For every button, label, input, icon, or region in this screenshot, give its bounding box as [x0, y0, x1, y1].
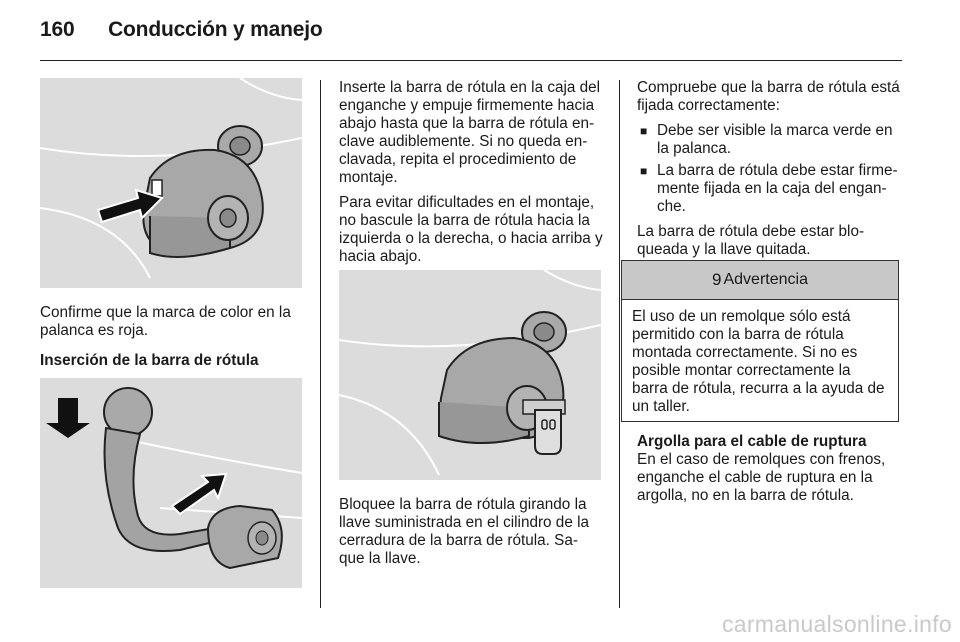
figure-color-mark-illustration	[40, 78, 302, 288]
figure-lock-illustration	[339, 270, 601, 480]
column-1	[40, 304, 304, 377]
page-title: Conducción y manejo	[108, 18, 323, 41]
heading-breakaway: Argolla para el cable de ruptura	[637, 433, 867, 450]
paragraph-check: Compruebe que la barra de rótula está fijada correctamente:	[637, 79, 900, 114]
figure-lock	[339, 270, 601, 480]
warning-title: Advertencia	[723, 271, 808, 288]
page-number: 160	[40, 18, 75, 41]
warning-body: El uso de un remolque sólo está permitido con la barra de rótula montada correctamente. Si no es posible montar correctamente la barra de rótula, recurra a la ayuda de un taller.	[632, 308, 885, 415]
header-rule	[40, 60, 902, 61]
figure-insertion	[40, 378, 302, 588]
paragraph-avoid: Para evitar dificultades en el montaje, no bascule la barra de rótula hacia la izquierda o la derecha, o hacia arriba y hacia abajo.	[339, 194, 603, 265]
paragraph-breakaway: En el caso de remolques con frenos, enganche el cable de ruptura en la argolla, no en la barra de rótula.	[637, 451, 886, 504]
column-3	[637, 79, 901, 266]
warning-header	[622, 261, 898, 300]
warning-box	[621, 260, 899, 422]
paragraph-lock: Bloquee la barra de rótula girando la llave suministrada en el cilindro de la cerradura de la barra de rótula. Sa-que la llave.	[339, 496, 589, 567]
list-item: ■ La barra de rótula debe estar firme-mente fijada en la caja del engan-che.	[637, 162, 901, 216]
heading-insertion: Inserción de la barra de rótula	[40, 352, 259, 369]
warning-triangle-icon: 9	[712, 270, 722, 289]
figure-insertion-illustration	[40, 378, 302, 588]
page-header	[40, 18, 323, 42]
column-divider-1	[320, 80, 321, 608]
paragraph-insert: Inserte la barra de rótula en la caja del enganche y empuje firmemente hacia abajo hasta que la barra de rótula en-clave audiblemente. Si no queda en-clavada, repita el procedimiento de montaje.	[339, 79, 601, 186]
paragraph-locked: La barra de rótula debe estar blo-queada y la llave quitada.	[637, 223, 865, 258]
caption-color-mark: Confirme que la marca de color en la palanca es roja.	[40, 304, 291, 339]
list-item: ■ Debe ser visible la marca verde en la palanca.	[637, 122, 901, 158]
column-2-bottom	[339, 496, 603, 575]
watermark: carmanualsonline.info	[721, 611, 952, 637]
figure-color-mark	[40, 78, 302, 288]
column-3-bottom	[637, 433, 901, 512]
checklist	[637, 122, 901, 216]
column-2	[339, 79, 603, 273]
column-divider-2	[619, 80, 620, 608]
